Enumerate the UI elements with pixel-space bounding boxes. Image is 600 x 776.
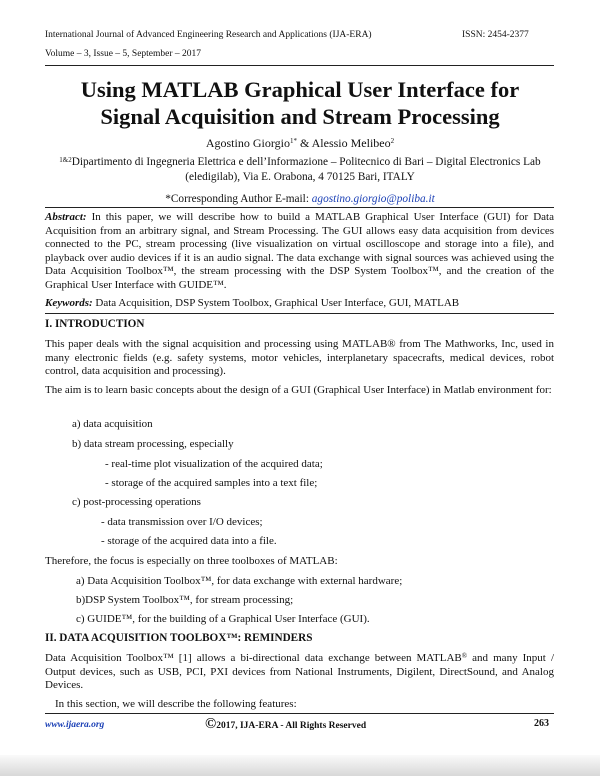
registered-sup: ® <box>461 652 468 660</box>
title-line-1: Using MATLAB Graphical User Interface for <box>80 77 520 102</box>
intro-paragraph-1: This paper deals with the signal acquisition and processing using MATLAB® from The Mathworks, Inc, used in many electronic fields (e.g. safety systems, motor vehicles, interplanetary spacecrafts, medical devices, robot control, data acquisition and processing). <box>45 338 554 378</box>
intro-paragraph-2: The aim is to learn basic concepts about the design of a GUI (Graphical User Interface) in Matlab environment for: <box>45 384 552 396</box>
list-item-c: c) post-processing operations <box>72 496 201 508</box>
toolbox-item-b: b)DSP System Toolbox™, for stream processing; <box>76 594 294 606</box>
affiliation-line-2: (eledigilab), Via E. Orabona, 4 70125 Bari, ITALY <box>185 170 415 183</box>
author-2: Alessio Melibeo <box>311 136 391 150</box>
list-item-b: b) data stream processing, especially <box>72 438 234 450</box>
journal-name: International Journal of Advanced Engineering Research and Applications (IJA-ERA) <box>45 30 372 40</box>
s2-p1-rest: and many Input / Output devices, such as USB, PCI, PXI devices from National Instruments, Digilent, DirectSound, and Analog Devices. <box>45 652 554 692</box>
volume-info: Volume – 3, Issue – 5, September – 2017 <box>45 49 202 59</box>
copyright-symbol: © <box>205 716 217 732</box>
abstract-top-rule <box>45 207 554 208</box>
intro-paragraph-3: Therefore, the focus is especially on three toolboxes of MATLAB: <box>45 555 338 567</box>
list-item-b2: - storage of the acquired samples into a text file; <box>105 477 318 489</box>
footer-rule <box>45 713 554 714</box>
list-item-c1: - data transmission over I/O devices; <box>101 516 263 528</box>
affiliation-line-1: Dipartimento di Ingegneria Elettrica e dell’Informazione – Politecnico di Bari – Digital Electronics Lab <box>71 156 541 168</box>
section-2-heading: II. DATA ACQUISITION TOOLBOX™: REMINDERS <box>45 632 313 644</box>
corresponding-label: *Corresponding Author E-mail: <box>165 193 312 205</box>
paper-title <box>30 76 570 130</box>
website-link[interactable]: www.ijaera.org <box>45 720 105 730</box>
s2-p1-start: Data Acquisition Toolbox™ [1] allows a bi-directional data exchange between MATLAB <box>45 652 462 664</box>
author-1: Agostino Giorgio <box>205 136 290 150</box>
keywords-text: Data Acquisition, DSP System Toolbox, Graphical User Interface, GUI, MATLAB <box>92 297 460 309</box>
corresponding-email-link[interactable]: agostino.giorgio@poliba.it <box>311 193 435 205</box>
header-rule <box>45 65 554 66</box>
page-number: 263 <box>534 718 549 729</box>
corresponding-author <box>30 192 570 207</box>
section-2-paragraph-2: In this section, we will describe the following features: <box>55 698 297 710</box>
copyright-text: 2017, IJA-ERA - All Rights Reserved <box>216 721 367 731</box>
author-2-sup: 2 <box>390 137 395 145</box>
issn: ISSN: 2454-2377 <box>462 30 529 40</box>
affiliation <box>30 155 570 184</box>
abstract <box>45 211 554 293</box>
author-1-sup: 1* <box>289 137 297 145</box>
section-2-paragraph-1 <box>45 652 554 693</box>
bottom-shade <box>0 755 600 776</box>
affiliation-sup: 1&2 <box>59 156 72 164</box>
list-item-a: a) data acquisition <box>72 418 153 430</box>
author-sep: & <box>296 136 312 150</box>
list-item-c2: - storage of the acquired data into a file. <box>101 535 277 547</box>
keywords-rule <box>45 313 554 314</box>
toolbox-item-a: a) Data Acquisition Toolbox™, for data exchange with external hardware; <box>76 575 403 587</box>
title-line-2: Signal Acquisition and Stream Processing <box>100 104 500 129</box>
keywords <box>45 297 554 311</box>
keywords-label: Keywords: <box>45 297 93 309</box>
abstract-label: Abstract: <box>45 211 87 223</box>
abstract-text: In this paper, we will describe how to build a MATLAB Graphical User Interface (GUI) for Data Acquisition from an arbitrary signal, and Stream Processing. The GUI allows easy data acquisition from devices connected to the PC, stream processing (live visualization on virtual oscilloscope and storage into a file), and playback over audio devices if it is an audio signal. The data exchange with signal sources was achieved using the Data Acquisition Toolbox™, the stream processing with the DSP System Toolbox™, and the creation of the Graphical User Interface with GUIDE™. <box>45 211 554 291</box>
authors <box>30 136 570 151</box>
list-item-b1: - real-time plot visualization of the acquired data; <box>105 458 323 470</box>
section-1-heading: I. INTRODUCTION <box>45 318 145 330</box>
toolbox-item-c: c) GUIDE™, for the building of a Graphical User Interface (GUI). <box>76 613 370 625</box>
copyright <box>205 716 366 733</box>
